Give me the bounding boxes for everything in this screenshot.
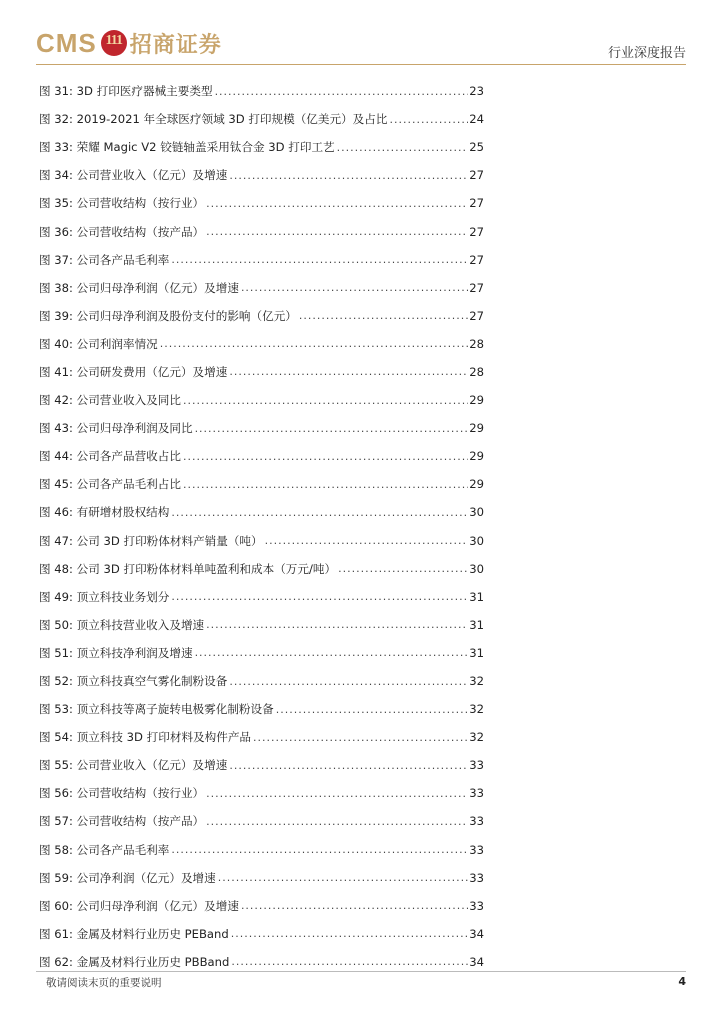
toc-entry-label: 图 57: 公司营收结构（按产品） bbox=[39, 814, 205, 829]
toc-entry[interactable] bbox=[39, 217, 484, 245]
toc-entry[interactable] bbox=[39, 498, 484, 526]
toc-entry-label: 图 42: 公司营业收入及同比 bbox=[39, 393, 181, 408]
toc-entry-page: 33 bbox=[469, 814, 484, 829]
toc-entry-label: 图 46: 有研增材股权结构 bbox=[39, 505, 170, 520]
toc-entry-page: 27 bbox=[469, 280, 484, 295]
toc-entry[interactable] bbox=[39, 723, 484, 751]
toc-entry-page: 29 bbox=[469, 393, 484, 408]
toc-entry-label: 图 38: 公司归母净利润（亿元）及增速 bbox=[39, 280, 239, 295]
toc-entry-page: 34 bbox=[469, 926, 484, 941]
toc-entry-label: 图 61: 金属及材料行业历史 PEBand bbox=[39, 926, 229, 941]
toc-entry-label: 图 31: 3D 打印医疗器械主要类型 bbox=[39, 84, 213, 99]
toc-entry-label: 图 54: 顶立科技 3D 打印材料及构件产品 bbox=[39, 730, 252, 745]
toc-entry-label: 图 62: 金属及材料行业历史 PBBand bbox=[39, 954, 230, 969]
logo-latin-text: CMS bbox=[36, 27, 97, 58]
toc-entry[interactable] bbox=[39, 442, 484, 470]
toc-entry-label: 图 59: 公司净利润（亿元）及增速 bbox=[39, 870, 216, 885]
toc-entry-label: 图 44: 公司各产品营收占比 bbox=[39, 449, 181, 464]
toc-entry[interactable] bbox=[39, 583, 484, 611]
toc-entry-page: 33 bbox=[469, 786, 484, 801]
toc-entry-page: 27 bbox=[469, 252, 484, 267]
toc-entry-page: 31 bbox=[469, 645, 484, 660]
toc-entry[interactable] bbox=[39, 611, 484, 639]
report-type-label: 行业深度报告 bbox=[607, 46, 686, 61]
toc-entry[interactable] bbox=[39, 133, 484, 161]
toc-entry-page: 29 bbox=[469, 449, 484, 464]
toc-entry-page: 27 bbox=[469, 308, 484, 323]
toc-entry[interactable] bbox=[39, 330, 484, 358]
figure-index-list bbox=[39, 77, 484, 976]
footer-disclaimer-note: 敬请阅读末页的重要说明 bbox=[46, 977, 162, 989]
toc-leader-dots bbox=[183, 394, 468, 407]
toc-entry[interactable] bbox=[39, 864, 484, 892]
toc-entry-label: 图 45: 公司各产品毛利占比 bbox=[39, 477, 181, 492]
toc-entry[interactable] bbox=[39, 77, 484, 105]
toc-entry[interactable] bbox=[39, 302, 484, 330]
toc-entry[interactable] bbox=[39, 386, 484, 414]
toc-leader-dots bbox=[229, 365, 468, 378]
toc-entry-page: 30 bbox=[469, 561, 484, 576]
toc-leader-dots bbox=[183, 478, 468, 491]
toc-entry-page: 29 bbox=[469, 477, 484, 492]
toc-entry[interactable] bbox=[39, 246, 484, 274]
toc-entry-page: 23 bbox=[469, 84, 484, 99]
toc-entry-label: 图 51: 顶立科技净利润及增速 bbox=[39, 645, 193, 660]
toc-leader-dots bbox=[206, 618, 468, 631]
toc-entry[interactable] bbox=[39, 695, 484, 723]
toc-entry[interactable] bbox=[39, 807, 484, 835]
toc-entry-page: 33 bbox=[469, 870, 484, 885]
toc-leader-dots bbox=[195, 422, 469, 435]
toc-leader-dots bbox=[206, 787, 468, 800]
toc-entry-page: 32 bbox=[469, 674, 484, 689]
toc-entry[interactable] bbox=[39, 470, 484, 498]
toc-leader-dots bbox=[183, 450, 468, 463]
toc-leader-dots bbox=[253, 731, 468, 744]
toc-leader-dots bbox=[338, 562, 468, 575]
toc-leader-dots bbox=[389, 113, 468, 126]
toc-entry[interactable] bbox=[39, 751, 484, 779]
toc-entry-page: 30 bbox=[469, 505, 484, 520]
toc-entry-page: 31 bbox=[469, 589, 484, 604]
toc-entry-page: 27 bbox=[469, 168, 484, 183]
toc-leader-dots bbox=[229, 675, 468, 688]
toc-entry[interactable] bbox=[39, 527, 484, 555]
toc-entry-label: 图 53: 顶立科技等离子旋转电极雾化制粉设备 bbox=[39, 702, 274, 717]
toc-entry-page: 31 bbox=[469, 617, 484, 632]
toc-entry-page: 33 bbox=[469, 758, 484, 773]
toc-leader-dots bbox=[171, 253, 468, 266]
toc-entry-label: 图 41: 公司研发费用（亿元）及增速 bbox=[39, 364, 228, 379]
toc-entry-page: 29 bbox=[469, 421, 484, 436]
toc-entry-page: 33 bbox=[469, 842, 484, 857]
toc-leader-dots bbox=[206, 225, 468, 238]
toc-leader-dots bbox=[171, 590, 468, 603]
toc-entry-page: 30 bbox=[469, 533, 484, 548]
toc-entry-label: 图 49: 顶立科技业务划分 bbox=[39, 589, 170, 604]
toc-entry[interactable] bbox=[39, 414, 484, 442]
toc-entry[interactable] bbox=[39, 667, 484, 695]
toc-entry[interactable] bbox=[39, 836, 484, 864]
toc-entry-label: 图 39: 公司归母净利润及股份支付的影响（亿元） bbox=[39, 308, 297, 323]
toc-leader-dots bbox=[231, 927, 468, 940]
toc-leader-dots bbox=[206, 815, 468, 828]
toc-entry-label: 图 34: 公司营业收入（亿元）及增速 bbox=[39, 168, 228, 183]
toc-leader-dots bbox=[299, 309, 468, 322]
toc-leader-dots bbox=[206, 197, 468, 210]
toc-entry-label: 图 48: 公司 3D 打印粉体材料单吨盈利和成本（万元/吨） bbox=[39, 561, 337, 576]
toc-entry-label: 图 55: 公司营业收入（亿元）及增速 bbox=[39, 758, 228, 773]
toc-entry-page: 28 bbox=[469, 336, 484, 351]
toc-entry-label: 图 33: 荣耀 Magic V2 铰链轴盖采用钛合金 3D 打印工艺 bbox=[39, 140, 335, 155]
toc-entry-page: 24 bbox=[469, 112, 484, 127]
page-header bbox=[0, 0, 724, 68]
toc-leader-dots bbox=[171, 506, 468, 519]
toc-entry-label: 图 40: 公司利润率情况 bbox=[39, 336, 158, 351]
header-divider bbox=[36, 64, 686, 65]
footer-divider bbox=[36, 971, 686, 972]
toc-entry-page: 33 bbox=[469, 898, 484, 913]
toc-entry-page: 34 bbox=[469, 954, 484, 969]
toc-entry-label: 图 43: 公司归母净利润及同比 bbox=[39, 421, 193, 436]
logo-chinese-text: 招商证券 bbox=[129, 32, 222, 58]
toc-leader-dots bbox=[218, 871, 468, 884]
toc-entry-page: 32 bbox=[469, 730, 484, 745]
toc-entry[interactable] bbox=[39, 358, 484, 386]
toc-entry[interactable] bbox=[39, 779, 484, 807]
toc-leader-dots bbox=[229, 169, 468, 182]
toc-leader-dots bbox=[229, 759, 468, 772]
toc-entry[interactable] bbox=[39, 892, 484, 920]
toc-leader-dots bbox=[241, 281, 468, 294]
toc-leader-dots bbox=[337, 141, 469, 154]
toc-entry[interactable] bbox=[39, 920, 484, 948]
toc-leader-dots bbox=[160, 337, 468, 350]
toc-entry[interactable] bbox=[39, 639, 484, 667]
toc-leader-dots bbox=[241, 899, 468, 912]
toc-entry-label: 图 56: 公司营收结构（按行业） bbox=[39, 786, 205, 801]
toc-leader-dots bbox=[215, 85, 469, 98]
toc-entry[interactable] bbox=[39, 105, 484, 133]
toc-entry-label: 图 32: 2019-2021 年全球医疗领域 3D 打印规模（亿美元）及占比 bbox=[39, 112, 388, 127]
toc-leader-dots bbox=[276, 703, 469, 716]
toc-entry-page: 32 bbox=[469, 702, 484, 717]
toc-entry-label: 图 37: 公司各产品毛利率 bbox=[39, 252, 170, 267]
page-number: 4 bbox=[678, 975, 686, 988]
toc-entry-label: 图 35: 公司营收结构（按行业） bbox=[39, 196, 205, 211]
toc-leader-dots bbox=[231, 955, 468, 968]
toc-leader-dots bbox=[171, 843, 468, 856]
toc-entry-label: 图 36: 公司营收结构（按产品） bbox=[39, 224, 205, 239]
cms-logo bbox=[36, 26, 222, 60]
toc-entry-page: 25 bbox=[469, 140, 484, 155]
toc-entry[interactable] bbox=[39, 161, 484, 189]
toc-entry-label: 图 47: 公司 3D 打印粉体材料产销量（吨） bbox=[39, 533, 263, 548]
toc-entry[interactable] bbox=[39, 274, 484, 302]
toc-entry-label: 图 50: 顶立科技营业收入及增速 bbox=[39, 617, 205, 632]
toc-entry-page: 28 bbox=[469, 364, 484, 379]
toc-leader-dots bbox=[265, 534, 469, 547]
logo-emblem-icon: 111 bbox=[101, 30, 127, 56]
toc-entry-label: 图 52: 顶立科技真空气雾化制粉设备 bbox=[39, 674, 228, 689]
toc-entry-label: 图 60: 公司归母净利润（亿元）及增速 bbox=[39, 898, 239, 913]
toc-entry[interactable] bbox=[39, 555, 484, 583]
toc-entry-page: 27 bbox=[469, 196, 484, 211]
toc-entry-label: 图 58: 公司各产品毛利率 bbox=[39, 842, 170, 857]
toc-leader-dots bbox=[195, 646, 469, 659]
toc-entry[interactable] bbox=[39, 189, 484, 217]
toc-entry-page: 27 bbox=[469, 224, 484, 239]
